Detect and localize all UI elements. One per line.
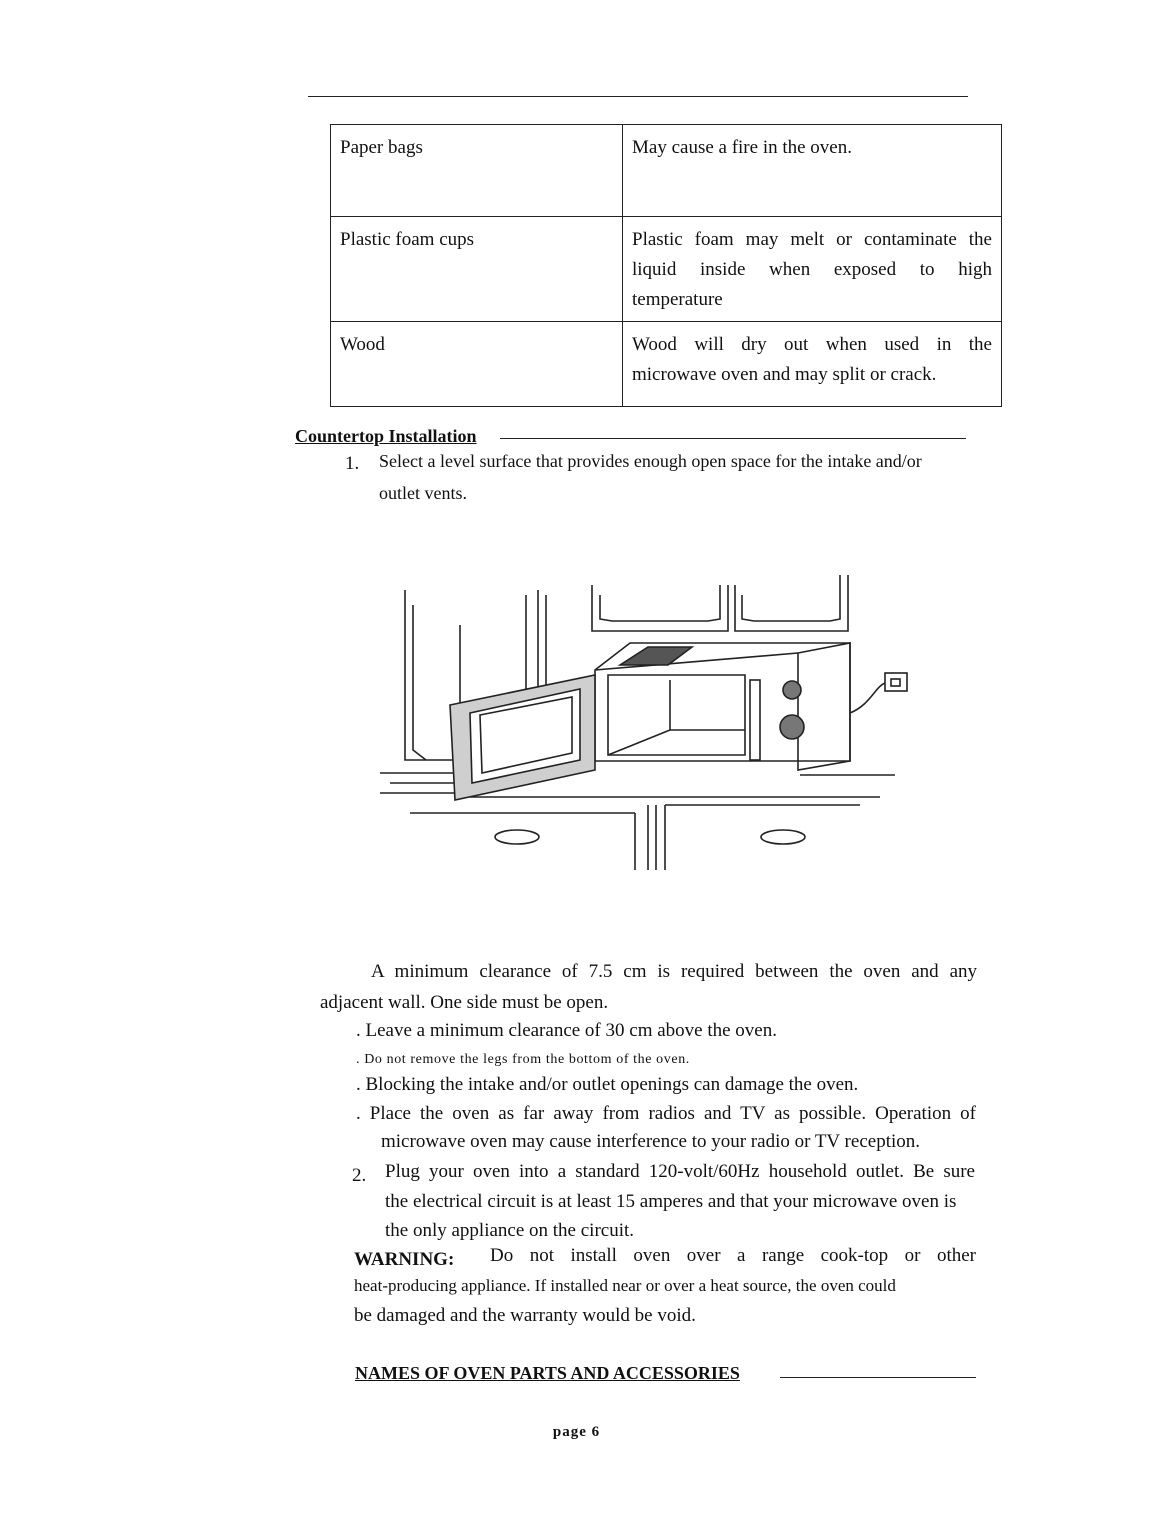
table-cell-note: May cause a fire in the oven. [623,125,1002,217]
table-row [331,125,1002,217]
table-cell-item: Paper bags [331,125,623,217]
bullet-item: . Blocking the intake and/or outlet openings can damage the oven. [356,1074,859,1095]
step1-line1: Select a level surface that provides enough open space for the intake and/or [379,451,922,471]
materials-table [330,124,1002,407]
step2-line3: the only appliance on the circuit. [385,1220,635,1241]
table-cell-note: Plastic foam may melt or contaminate the liquid inside when exposed to high temperature [623,217,1002,322]
table-cell-note: Wood will dry out when used in the microwave oven and may split or crack. [623,322,1002,407]
bullet-item: . Do not remove the legs from the bottom of the oven. [356,1052,690,1067]
table-row [331,217,1002,322]
top-rule [308,96,968,97]
table-cell-item: Plastic foam cups [331,217,623,322]
microwave-countertop-illustration [380,565,920,880]
warning-line3: be damaged and the warranty would be void. [354,1305,696,1326]
clearance-line1: A minimum clearance of 7.5 cm is required between the oven and any [371,961,977,982]
bullet-item: . Leave a minimum clearance of 30 cm above the oven. [356,1020,777,1041]
warning-label: WARNING: [354,1249,455,1270]
warning-line1: Do not install oven over a range cook-top or other [490,1245,976,1266]
step1-line2: outlet vents. [379,483,467,503]
step1-number: 1. [345,453,360,474]
bullet-item-cont: microwave oven may cause interference to your radio or TV reception. [381,1131,920,1152]
warning-line2: heat-producing appliance. If installed near or over a heat source, the oven could [354,1276,896,1295]
step2-number: 2. [352,1165,367,1186]
clearance-line2: adjacent wall. One side must be open. [320,992,609,1013]
page-number: page 6 [552,1424,601,1440]
step2-line2: the electrical circuit is at least 15 amperes and that your microwave oven is [385,1191,957,1212]
step2-line1: Plug your oven into a standard 120-volt/60Hz household outlet. Be sure [385,1161,975,1182]
bullet-item: . Place the oven as far away from radios and TV as possible. Operation of [356,1103,976,1124]
table-cell-item: Wood [331,322,623,407]
parts-heading: NAMES OF OVEN PARTS AND ACCESSORIES [355,1363,740,1383]
table-row [331,322,1002,407]
countertop-heading: Countertop Installation [295,426,477,446]
heading-rule [780,1377,976,1378]
heading-rule [500,438,966,439]
